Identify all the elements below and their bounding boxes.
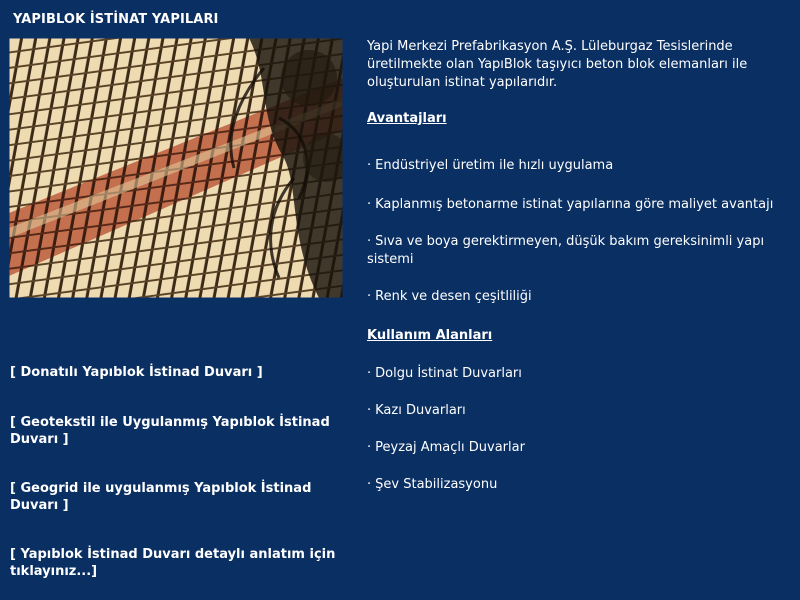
bullet-icon: · — [367, 234, 372, 249]
list-item: · Endüstriyel üretim ile hızlı uygulama — [367, 158, 614, 173]
bullet-icon: · — [367, 289, 372, 304]
bullet-icon: · — [367, 366, 372, 381]
advantages-heading: Avantajları — [367, 111, 447, 126]
description-panel — [367, 38, 787, 494]
bullet-icon: · — [367, 440, 372, 455]
bullet-icon: · — [367, 158, 372, 173]
list-item: · Kaplanmış betonarme istinat yapılarına göre maliyet avantajı — [367, 197, 774, 212]
link-geotekstil-yapiblok[interactable]: [ Geotekstil ile Uygulanmış Yapıblok İstinad Duvarı ] — [10, 415, 330, 447]
list-item: · Peyzaj Amaçlı Duvarlar — [367, 440, 525, 455]
list-item: · Dolgu İstinat Duvarları — [367, 366, 522, 381]
retaining-wall-photo — [9, 38, 343, 298]
list-item: · Kazı Duvarları — [367, 403, 466, 418]
advantages-list — [367, 157, 787, 306]
page-title: YAPIBLOK İSTİNAT YAPILARI — [13, 12, 219, 27]
list-item: · Renk ve desen çeşitliliği — [367, 289, 532, 304]
intro-text: Yapi Merkezi Prefabrikasyon A.Ş. Lüleburgaz Tesislerinde üretilmekte olan YapıBlok taşıyıcı beton blok elemanları ile oluşturulan istinat yapılarıdır. — [367, 39, 748, 90]
link-geogrid-yapiblok[interactable]: [ Geogrid ile uygulanmış Yapıblok İstinad Duvarı ] — [10, 481, 312, 513]
link-detailed-description[interactable]: [ Yapıblok İstinad Duvarı detaylı anlatım için tıklayınız...] — [10, 547, 336, 579]
bullet-icon: · — [367, 477, 372, 492]
list-item: · Şev Stabilizasyonu — [367, 477, 498, 492]
list-item: · Sıva ve boya gerektirmeyen, düşük bakım gereksinimli yapı sistemi — [367, 234, 765, 267]
usage-list — [367, 365, 787, 494]
bullet-icon: · — [367, 403, 372, 418]
bullet-icon: · — [367, 197, 372, 212]
link-list — [10, 364, 350, 580]
usage-heading: Kullanım Alanları — [367, 328, 493, 343]
link-donatili-yapiblok[interactable]: [ Donatılı Yapıblok İstinad Duvarı ] — [10, 365, 263, 380]
